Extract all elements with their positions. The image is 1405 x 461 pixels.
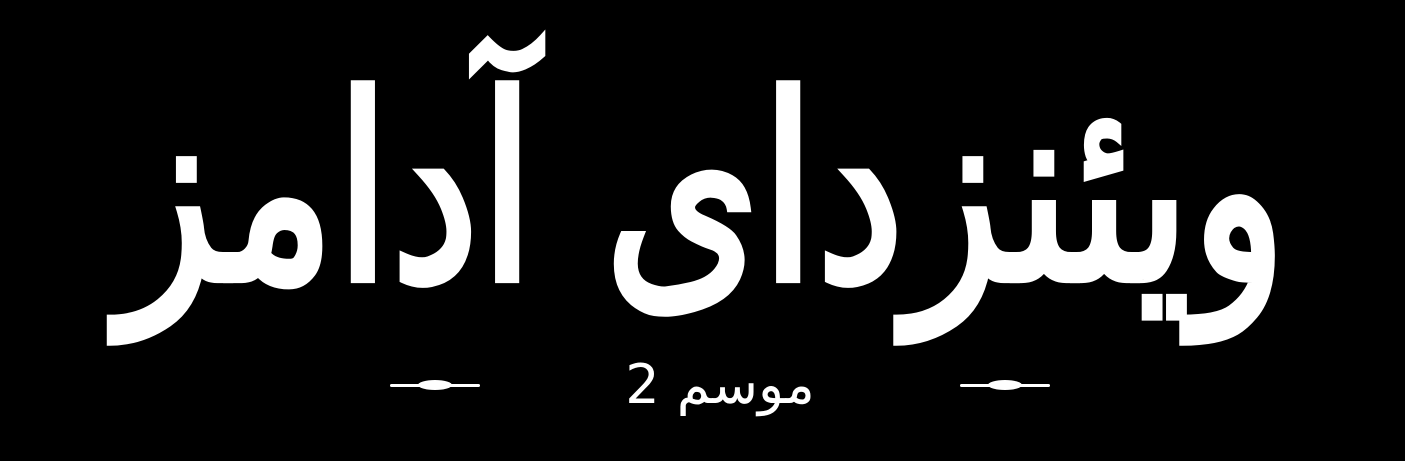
right-divider — [960, 384, 1050, 387]
subtitle-row — [390, 352, 1050, 418]
main-title: ویئنزدای آدامز — [118, 38, 1287, 340]
season-label: موسم 2 — [625, 353, 815, 416]
left-divider — [390, 384, 480, 387]
title-wrap — [118, 38, 1287, 340]
